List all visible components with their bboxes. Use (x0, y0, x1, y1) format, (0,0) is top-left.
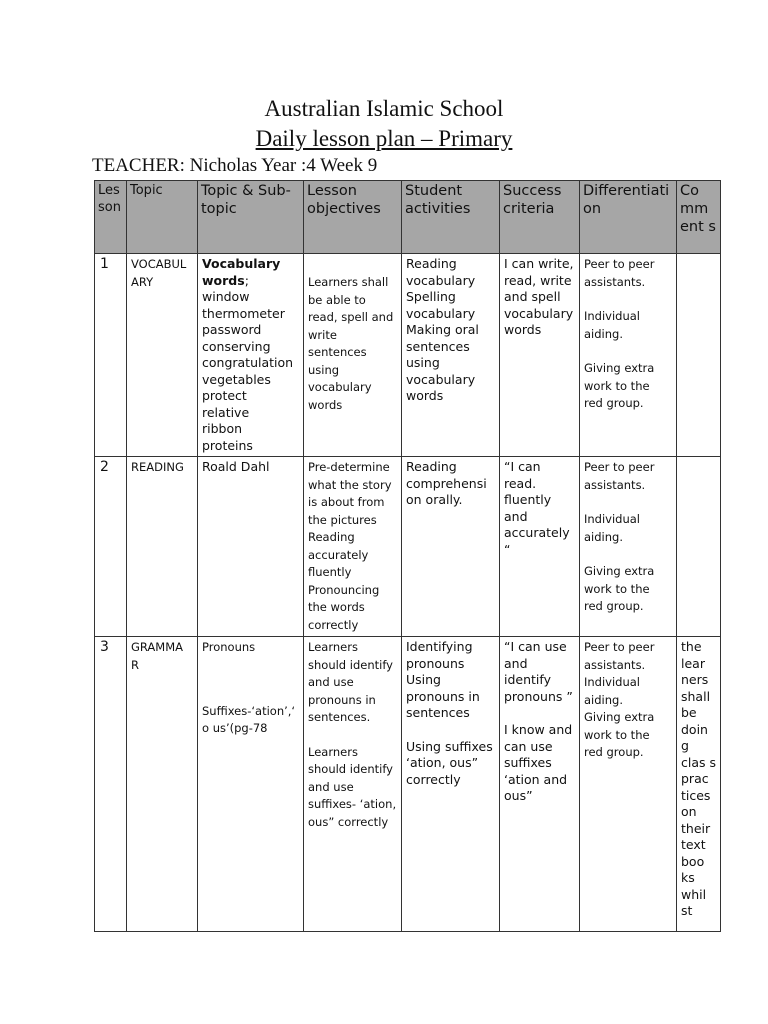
activities-cell: Reading comprehensi on orally. (402, 457, 500, 637)
activity-item: Spelling vocabulary (406, 289, 476, 321)
lesson-number: 1 (95, 254, 127, 457)
success-line: fluently (504, 492, 552, 507)
subtopic-cell (198, 254, 304, 457)
success-line: accurately (504, 525, 570, 540)
differentiation-cell (580, 637, 677, 932)
vocab-word: conserving (202, 338, 271, 354)
header-success: Success criteria (500, 181, 580, 254)
teacher-line: TEACHER: Nicholas Year :4 Week 9 (92, 155, 378, 176)
success-line: “I can (504, 459, 541, 474)
header-objectives: Lesson objectives (304, 181, 402, 254)
differentiation-cell (580, 254, 677, 457)
diff-item: Giving extra work to the red group. (584, 710, 655, 759)
success-cell (500, 457, 580, 637)
diff-item: Individual aiding. (584, 675, 641, 707)
subtopic-heading: Vocabulary words (202, 256, 281, 288)
success-line: and (504, 508, 528, 524)
objectives-cell: Learners shall be able to read, spell and write sentences using vocabulary words (304, 254, 402, 457)
header-lesson: Les son (95, 181, 127, 254)
vocab-word: protect (202, 388, 247, 403)
success-line: read. (504, 475, 537, 491)
table-row (95, 637, 721, 932)
vocab-word: window (202, 289, 250, 304)
header-topic: Topic (127, 181, 198, 254)
activity-item: Identifying pronouns Using pronouns in sentences (406, 639, 480, 720)
objective-item: Learners should identify and use pronouns in sentences. (308, 640, 393, 724)
vocab-word: password (202, 322, 262, 337)
school-name: Australian Islamic School (264, 96, 504, 121)
diff-item: Peer to peer assistants. (584, 460, 655, 492)
lesson-number: 2 (95, 457, 127, 637)
subtopic-item: Suffixes-‘ation’,‘o us’(pg-78 (202, 703, 296, 735)
success-item: “I can use and identify pronouns ” (504, 639, 573, 704)
objective-item: Pre-determine what the story is about from the pictures (308, 460, 392, 527)
activity-item: Using suffixes ‘ation, ous” correctly (406, 738, 493, 787)
table-row (95, 457, 721, 637)
header-row (95, 181, 721, 254)
topic-cell: VOCABUL ARY (127, 254, 198, 457)
diff-item: Giving extra work to the red group. (584, 361, 655, 410)
vocab-word: proteins (202, 437, 253, 453)
activity-item: Making oral sentences using vocabulary words (406, 322, 479, 403)
activities-cell (402, 254, 500, 457)
objective-item: Pronouncing the words correctly (308, 582, 380, 632)
activity-item: Reading vocabulary (406, 256, 476, 288)
lesson-number: 3 (95, 637, 127, 932)
plan-title: Daily lesson plan – Primary (255, 126, 513, 151)
header-subtopic: Topic & Sub-topic (198, 181, 304, 254)
comments-cell: the lear ners shall be doin g clas s prac tices on their text boo ks whil st (677, 637, 721, 932)
vocab-word: ribbon (202, 421, 243, 436)
success-line: “ (504, 541, 511, 557)
topic-cell: GRAMMA R (127, 637, 198, 932)
activities-cell (402, 637, 500, 932)
subtopic-item: Pronouns (202, 640, 256, 654)
subtopic-suffix: ; (244, 272, 249, 288)
success-cell (500, 637, 580, 932)
objectives-cell (304, 457, 402, 637)
header-differentiation: Differentiati on (580, 181, 677, 254)
comments-cell (677, 254, 721, 457)
comments-cell (677, 457, 721, 637)
diff-item: Peer to peer assistants. (584, 640, 655, 672)
diff-item: Individual aiding. (584, 512, 641, 544)
diff-item: Peer to peer assistants. (584, 257, 655, 289)
objectives-cell (304, 637, 402, 932)
vocab-word: congratulation (202, 355, 294, 370)
vocab-word: relative (202, 404, 250, 420)
diff-item: Giving extra work to the red group. (584, 564, 655, 613)
diff-item: Individual aiding. (584, 309, 641, 341)
differentiation-cell (580, 457, 677, 637)
header-comments: Co mm ent s (677, 181, 721, 254)
vocab-word: vegetables (202, 371, 271, 387)
subtopic-cell: Roald Dahl (198, 457, 304, 637)
objective-item: Learners should identify and use suffixes- ‘ation, ous” correctly (308, 744, 397, 829)
objective-item: Reading accurately fluently (308, 530, 369, 579)
success-item: I know and can use suffixes ‘ation and ous” (504, 722, 573, 803)
header-activities: Student activities (402, 181, 500, 254)
subtopic-cell (198, 637, 304, 932)
success-cell: I can write, read, write and spell vocabulary words (500, 254, 580, 457)
topic-cell: READING (127, 457, 198, 637)
table-row (95, 254, 721, 457)
vocab-word: thermometer (202, 305, 285, 321)
lesson-plan-table (94, 180, 721, 932)
